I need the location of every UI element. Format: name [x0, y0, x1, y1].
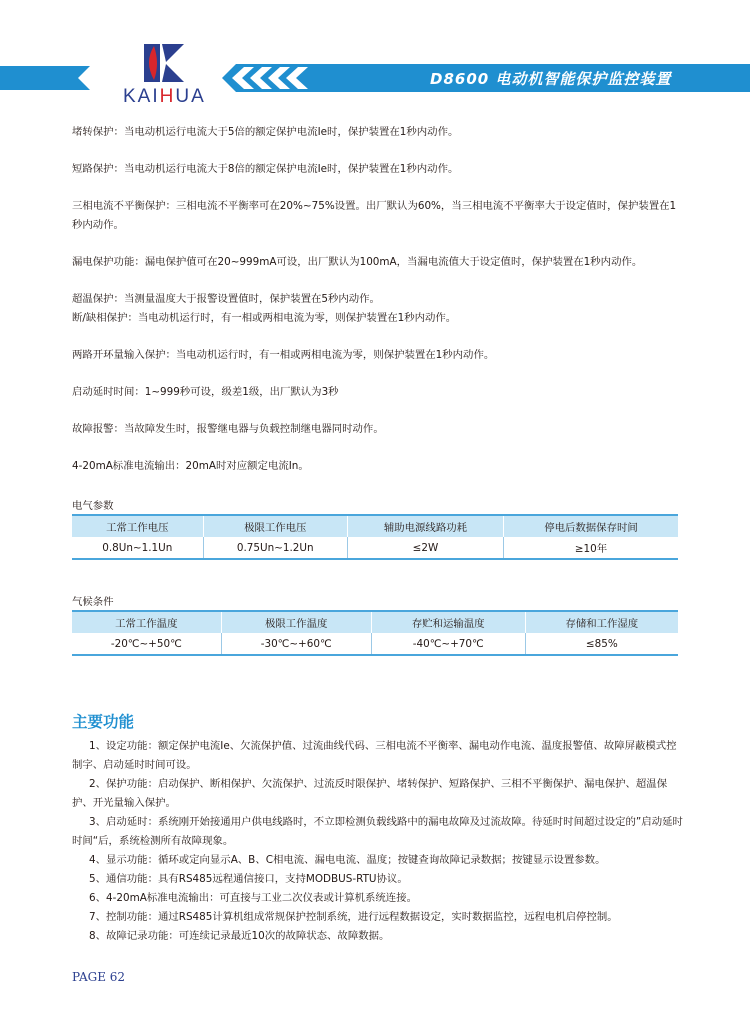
list-item: 1、设定功能：额定保护电流Ie、欠流保护值、过流曲线代码、三相电流不平衡率、漏电动作电流、温度报警值、故障屏蔽模式控制字、启动延时时间可设。	[72, 740, 677, 771]
document-title: D8600 电动机智能保护监控装置	[430, 70, 672, 88]
paragraph-unbalance: 三相电流不平衡保护：三相电流不平衡率可在20%~75%设置。出厂默认为60%，当三相电流不平衡率大于设定值时，保护装置在1秒内动作。	[72, 200, 677, 231]
electrical-label: 电气参数	[72, 500, 114, 512]
paragraph-current-output: 4-20mA标准电流输出：20mA时对应额定电流In。	[72, 460, 309, 472]
list-item: 5、通信功能：具有RS485远程通信接口，支持MODBUS-RTU协议。	[89, 873, 408, 885]
paragraph-start-delay: 启动延时时间：1~999秒可设，级差1级，出厂默认为3秒	[72, 386, 339, 398]
table-cell: -40℃~+70℃	[371, 633, 525, 655]
list-item: 7、控制功能：通过RS485计算机组成常规保护控制系统，进行远程数据设定，实时数据监控，远程电机启停控制。	[89, 911, 618, 923]
table-header-cell: 辅助电源线路功耗	[347, 515, 503, 537]
table-header-row	[72, 611, 678, 633]
list-item: 2、保护功能：启动保护、断相保护、欠流保护、过流反时限保护、堵转保护、短路保护、三相不平衡保护、漏电保护、超温保护、开光量输入保护。	[72, 778, 668, 809]
kaihua-logo-icon	[140, 40, 188, 86]
table-header-cell: 极限工作电压	[203, 515, 347, 537]
main-functions-heading: 主要功能	[72, 713, 135, 731]
page-header	[0, 0, 750, 115]
list-item: 8、故障记录功能：可连续记录最近10次的故障状态、故障数据。	[89, 930, 390, 942]
main-functions-list	[72, 737, 684, 946]
table-row	[72, 537, 678, 559]
table-cell: ≥10年	[504, 537, 679, 559]
climate-label: 气候条件	[72, 596, 114, 608]
table-cell: 0.75Un~1.2Un	[203, 537, 347, 559]
table-cell: -20℃~+50℃	[72, 633, 221, 655]
table-header-cell: 工常工作温度	[72, 611, 221, 633]
list-item: 6、4-20mA标准电流输出：可直接与工业二次仪表或计算机系统连接。	[89, 892, 417, 904]
table-header-cell: 极限工作温度	[221, 611, 371, 633]
table-header-cell: 工常工作电压	[72, 515, 203, 537]
table-header-cell: 存储和工作湿度	[525, 611, 678, 633]
table-header-cell: 存贮和运输温度	[371, 611, 525, 633]
table-header-cell: 停电后数据保存时间	[504, 515, 679, 537]
table-cell: ≤2W	[347, 537, 503, 559]
protection-description	[72, 123, 682, 494]
list-item: 3、启动延时：系统刚开始接通用户供电线路时，不立即检测负载线路中的漏电故障及过流故障。待延时时间超过设定的”启动延时时间“后，系统检测所有故障现象。	[72, 816, 683, 847]
table-header-row	[72, 515, 678, 537]
paragraph-phase-loss: 断/缺相保护：当电动机运行时，有一相或两相电流为零，则保护装置在1秒内动作。	[72, 312, 457, 324]
paragraph-switch-input: 两路开环量输入保护：当电动机运行时，有一相或两相电流为零，则保护装置在1秒内动作。	[72, 349, 495, 361]
page-number: PAGE 62	[72, 970, 126, 984]
table-cell: 0.8Un~1.1Un	[72, 537, 203, 559]
logo-wordmark: KAIHUA	[123, 86, 206, 107]
table-row	[72, 633, 678, 655]
list-item: 4、显示功能：循环或定向显示A、B、C相电流、漏电电流、温度；按键查询故障记录数据；按键显示设置参数。	[89, 854, 606, 866]
paragraph-leakage: 漏电保护功能：漏电保护值可在20~999mA可设，出厂默认为100mA，当漏电流值大于设定值时，保护装置在1秒内动作。	[72, 256, 643, 268]
header-left-band	[0, 66, 90, 90]
paragraph-fault-alarm: 故障报警：当故障发生时，报警继电器与负载控制继电器同时动作。	[72, 423, 384, 435]
paragraph-short-circuit: 短路保护：当电动机运行电流大于8倍的额定保护电流Ie时，保护装置在1秒内动作。	[72, 163, 459, 175]
climate-table	[72, 610, 678, 656]
table-cell: -30℃~+60℃	[221, 633, 371, 655]
electrical-table	[72, 514, 678, 560]
paragraph-stall: 堵转保护：当电动机运行电流大于5倍的额定保护电流Ie时，保护装置在1秒内动作。	[72, 126, 459, 138]
table-cell: ≤85%	[525, 633, 678, 655]
paragraph-overtemp: 超温保护：当测量温度大于报警设置值时，保护装置在5秒内动作。	[72, 293, 380, 305]
